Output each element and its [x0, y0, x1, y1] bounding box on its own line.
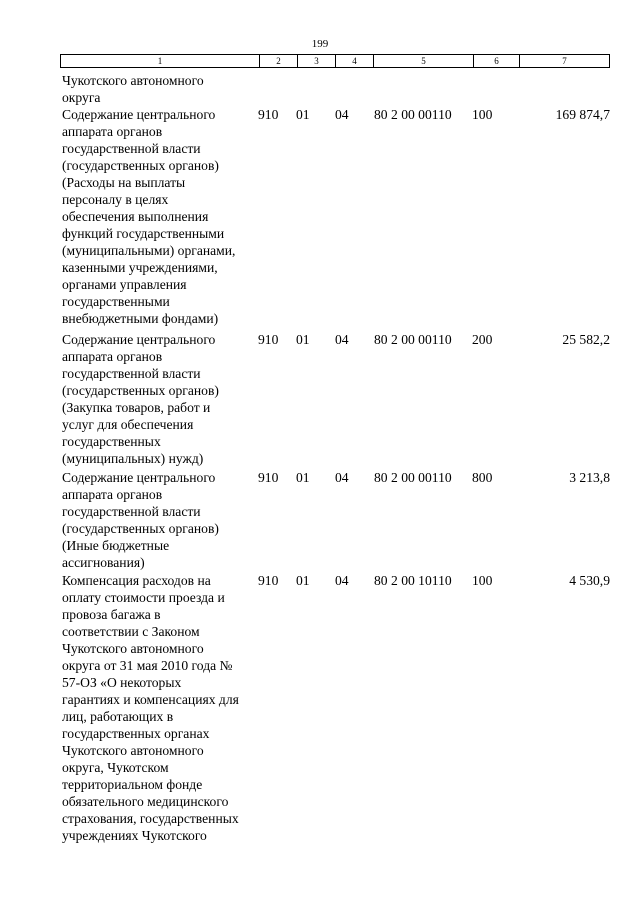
- row-2-target-article: 80 2 00 00110: [374, 332, 452, 347]
- row-3-expense-type: 800: [472, 470, 493, 485]
- row-2-amount: 25 582,2: [562, 332, 610, 347]
- text-line: оплату стоимости проезда и: [62, 590, 225, 605]
- text-line: (государственных органов): [62, 521, 219, 536]
- text-line: Содержание центрального: [62, 332, 216, 347]
- header-col-3: 3: [297, 55, 335, 67]
- text-line: (муниципальными) органами,: [62, 243, 236, 258]
- text-line: страхования, государственных: [62, 811, 239, 826]
- text-line: лиц, работающих в: [62, 709, 174, 724]
- text-line: функций государственными: [62, 226, 225, 241]
- header-col-6: 6: [473, 55, 519, 67]
- text-line: государственной власти: [62, 504, 201, 519]
- text-line: территориальном фонде: [62, 777, 203, 792]
- row-3-target-article: 80 2 00 00110: [374, 470, 452, 485]
- text-line: внебюджетными фондами): [62, 311, 219, 326]
- text-line: соответствии с Законом: [62, 624, 200, 639]
- row-3-amount: 3 213,8: [569, 470, 610, 485]
- row-3-subsection: 04: [335, 470, 349, 485]
- text-line: государственной власти: [62, 366, 201, 381]
- row-1-amount: 169 874,7: [555, 107, 610, 122]
- row-2-section: 01: [296, 332, 310, 347]
- text-line: Чукотского автономного: [62, 73, 204, 88]
- page-number: 199: [311, 38, 329, 50]
- text-line: округа от 31 мая 2010 года №: [62, 658, 233, 673]
- text-line: государственными: [62, 294, 170, 309]
- text-line: Содержание центрального: [62, 107, 216, 122]
- text-line: провоза багажа в: [62, 607, 161, 622]
- text-line: Чукотского автономного: [62, 743, 204, 758]
- text-line: (муниципальных) нужд): [62, 451, 204, 466]
- row-4-subsection: 04: [335, 573, 349, 588]
- text-line: обязательного медицинского: [62, 794, 229, 809]
- text-line: государственной власти: [62, 141, 201, 156]
- row-1-target-article: 80 2 00 00110: [374, 107, 452, 122]
- text-line: (Расходы на выплаты: [62, 175, 186, 190]
- table-header: [60, 54, 610, 68]
- text-line: округа: [62, 90, 101, 105]
- row-4-amount: 4 530,9: [569, 573, 610, 588]
- row-3-admin-code: 910: [258, 470, 279, 485]
- row-1-expense-type: 100: [472, 107, 493, 122]
- header-col-4: 4: [335, 55, 373, 67]
- row-2-expense-type: 200: [472, 332, 493, 347]
- row-4-expense-type: 100: [472, 573, 493, 588]
- text-line: (Иные бюджетные: [62, 538, 170, 553]
- text-line: Компенсация расходов на: [62, 573, 211, 588]
- text-line: органами управления: [62, 277, 187, 292]
- text-line: 57-ОЗ «О некоторых: [62, 675, 182, 690]
- text-line: округа, Чукотском: [62, 760, 169, 775]
- text-line: Содержание центрального: [62, 470, 216, 485]
- text-line: казенными учреждениями,: [62, 260, 218, 275]
- header-col-7: 7: [519, 55, 609, 67]
- text-line: аппарата органов: [62, 349, 163, 364]
- row-4-section: 01: [296, 573, 310, 588]
- row-2-admin-code: 910: [258, 332, 279, 347]
- text-line: (государственных органов): [62, 158, 219, 173]
- header-col-2: 2: [259, 55, 297, 67]
- text-line: государственных органах: [62, 726, 210, 741]
- row-4-target-article: 80 2 00 10110: [374, 573, 452, 588]
- text-line: учреждениях Чукотского: [62, 828, 207, 843]
- text-line: аппарата органов: [62, 124, 163, 139]
- row-1-section: 01: [296, 107, 310, 122]
- continuation-text: [62, 72, 262, 106]
- header-col-5: 5: [373, 55, 473, 67]
- row-3-description: [62, 469, 262, 571]
- row-1-admin-code: 910: [258, 107, 279, 122]
- text-line: персоналу в целях: [62, 192, 169, 207]
- row-4-description: [62, 572, 262, 844]
- text-line: аппарата органов: [62, 487, 163, 502]
- text-line: гарантиях и компенсациях для: [62, 692, 239, 707]
- text-line: Чукотского автономного: [62, 641, 204, 656]
- text-line: обеспечения выполнения: [62, 209, 209, 224]
- row-1-subsection: 04: [335, 107, 349, 122]
- row-2-description: [62, 331, 262, 467]
- header-col-1: 1: [157, 56, 163, 66]
- text-line: ассигнования): [62, 555, 145, 570]
- text-line: (государственных органов): [62, 383, 219, 398]
- row-4-admin-code: 910: [258, 573, 279, 588]
- text-line: государственных: [62, 434, 161, 449]
- row-3-section: 01: [296, 470, 310, 485]
- text-line: (Закупка товаров, работ и: [62, 400, 211, 415]
- row-2-subsection: 04: [335, 332, 349, 347]
- text-line: услуг для обеспечения: [62, 417, 194, 432]
- row-1-description: [62, 106, 262, 327]
